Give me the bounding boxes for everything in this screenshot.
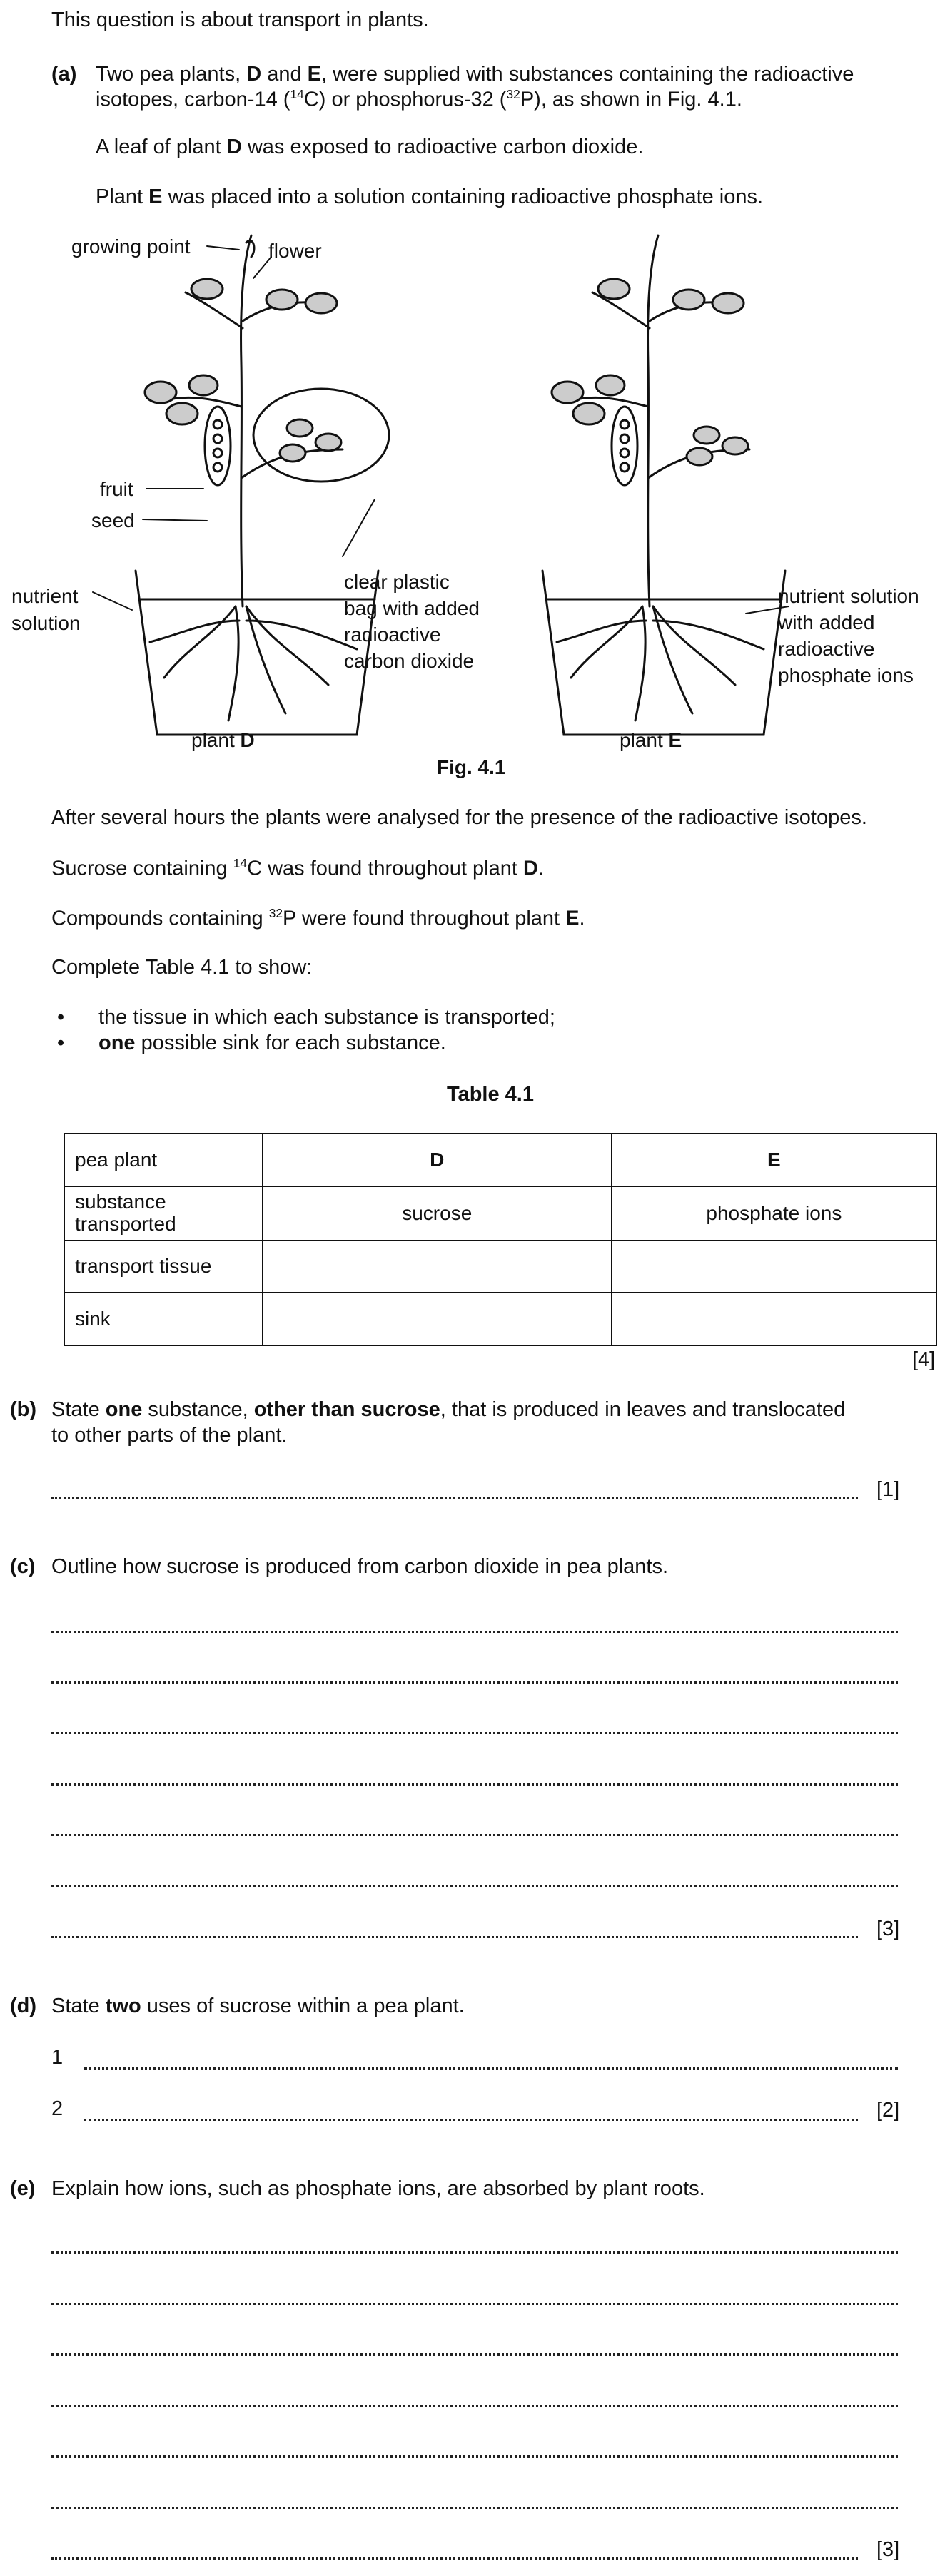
after-p3: Compounds containing $^{32}$P were found throughout plant E. bbox=[51, 906, 585, 930]
bullet-2: • one possible sink for each substance. bbox=[57, 1032, 446, 1054]
part-d-label: (d) bbox=[10, 1995, 37, 2017]
table-marks: [4] bbox=[912, 1348, 936, 1371]
table-title: Table 4.1 bbox=[447, 1083, 534, 1106]
label-seed: seed bbox=[91, 509, 135, 531]
cell-header-d: D bbox=[263, 1134, 612, 1186]
answer-line-e-6[interactable] bbox=[51, 2507, 898, 2509]
label-nutrient-solution-line2: solution bbox=[11, 612, 81, 634]
label-fruit: fruit bbox=[100, 478, 133, 500]
label-bag-line3: radioactive bbox=[344, 623, 441, 646]
cell-sink-label: sink bbox=[64, 1293, 263, 1345]
part-c-text: Outline how sucrose is produced from carbon dioxide in pea plants. bbox=[51, 1555, 669, 1578]
table-row-sink bbox=[64, 1293, 936, 1345]
part-a-leaf-line: A leaf of plant D was exposed to radioactive carbon dioxide. bbox=[96, 136, 644, 158]
part-b-line2: to other parts of the plant. bbox=[51, 1424, 288, 1447]
after-p4: Complete Table 4.1 to show: bbox=[51, 956, 313, 979]
cell-sink-e-answer[interactable] bbox=[612, 1293, 936, 1345]
part-a-line1: Two pea plants, D and E, were supplied with substances containing the radioactive bbox=[96, 63, 854, 86]
part-c-marks: [3] bbox=[876, 1918, 900, 1940]
pot-d-icon bbox=[136, 571, 378, 735]
answer-line-e-7[interactable] bbox=[51, 2557, 858, 2560]
part-a-plant-line: Plant E was placed into a solution containing radioactive phosphate ions. bbox=[96, 185, 764, 208]
answer-line-e-1[interactable] bbox=[51, 2251, 898, 2254]
table-4-1 bbox=[64, 1133, 937, 1346]
label-nutrient-solution-line1: nutrient bbox=[11, 585, 79, 607]
part-a-label: (a) bbox=[51, 63, 77, 86]
answer-line-c-5[interactable] bbox=[51, 1834, 898, 1836]
figure-caption: Fig. 4.1 bbox=[437, 756, 506, 778]
cell-substance-e: phosphate ions bbox=[612, 1186, 936, 1241]
answer-line-e-5[interactable] bbox=[51, 2455, 898, 2458]
label-bag-line2: bag with added bbox=[344, 597, 480, 619]
cell-tissue-d-answer[interactable] bbox=[263, 1241, 612, 1293]
answer-line-c-2[interactable] bbox=[51, 1681, 898, 1684]
cell-substance-d: sucrose bbox=[263, 1186, 612, 1241]
part-b-line1: State one substance, other than sucrose, that is produced in leaves and translocated bbox=[51, 1398, 846, 1421]
cell-substance-label: substance transported bbox=[64, 1186, 263, 1241]
answer-line-e-3[interactable] bbox=[51, 2353, 898, 2356]
cell-tissue-e-answer[interactable] bbox=[612, 1241, 936, 1293]
stem-e-icon bbox=[648, 235, 658, 606]
answer-line-c-7[interactable] bbox=[51, 1936, 858, 1938]
table-row-tissue bbox=[64, 1241, 936, 1293]
label-right-line4: phosphate ions bbox=[778, 664, 914, 686]
after-p1: After several hours the plants were analysed for the presence of the radioactive isotopes. bbox=[51, 806, 867, 829]
part-b-label: (b) bbox=[10, 1398, 37, 1421]
label-growing-point: growing point bbox=[71, 235, 191, 258]
part-e-label: (e) bbox=[10, 2177, 36, 2200]
label-right-line1: nutrient solution bbox=[778, 585, 919, 607]
answer-line-e-2[interactable] bbox=[51, 2303, 898, 2305]
answer-line-d-2[interactable] bbox=[84, 2119, 858, 2121]
stem-d-icon bbox=[241, 235, 251, 606]
part-b-marks: [1] bbox=[876, 1478, 900, 1501]
part-a-line2: isotopes, carbon-14 ($^{14}$C) or phosphorus-32 ($^{32}$P), as shown in Fig. 4.1. bbox=[96, 87, 742, 111]
cell-tissue-label: transport tissue bbox=[64, 1241, 263, 1293]
table-row-substance bbox=[64, 1186, 936, 1241]
part-d-marks: [2] bbox=[876, 2099, 900, 2122]
label-right-line3: radioactive bbox=[778, 638, 875, 660]
answer-line-c-3[interactable] bbox=[51, 1732, 898, 1734]
bullet-1: • the tissue in which each substance is transported; bbox=[57, 1006, 555, 1029]
cell-pea-plant: pea plant bbox=[64, 1134, 263, 1186]
pot-e-icon bbox=[542, 571, 785, 735]
label-flower: flower bbox=[268, 240, 322, 262]
label-plant-e: plant E bbox=[620, 729, 682, 751]
answer-line-c-1[interactable] bbox=[51, 1631, 898, 1633]
answer-line-e-4[interactable] bbox=[51, 2405, 898, 2407]
label-bag-line4: carbon dioxide bbox=[344, 650, 475, 672]
label-bag-line1: clear plastic bbox=[344, 571, 450, 593]
answer-line-d-1[interactable] bbox=[84, 2067, 898, 2070]
part-d-text: State two uses of sucrose within a pea plant. bbox=[51, 1995, 465, 2017]
label-plant-d: plant D bbox=[191, 729, 255, 751]
answer-line-c-4[interactable] bbox=[51, 1783, 898, 1786]
part-c-label: (c) bbox=[10, 1555, 36, 1578]
label-right-line2: with added bbox=[778, 611, 875, 633]
answer-line-c-6[interactable] bbox=[51, 1885, 898, 1887]
part-e-marks: [3] bbox=[876, 2538, 900, 2561]
after-p2: Sucrose containing $^{14}$C was found throughout plant D. bbox=[51, 856, 545, 880]
part-d-num-1: 1 bbox=[51, 2046, 64, 2069]
cell-header-e: E bbox=[612, 1134, 936, 1186]
answer-line-b[interactable] bbox=[51, 1497, 858, 1499]
intro-text: This question is about transport in plants. bbox=[51, 9, 429, 31]
part-e-text: Explain how ions, such as phosphate ions, are absorbed by plant roots. bbox=[51, 2177, 705, 2200]
cell-sink-d-answer[interactable] bbox=[263, 1293, 612, 1345]
part-d-num-2: 2 bbox=[51, 2097, 64, 2120]
table-row-header bbox=[64, 1134, 936, 1186]
fruit-pod-icon bbox=[205, 407, 231, 485]
